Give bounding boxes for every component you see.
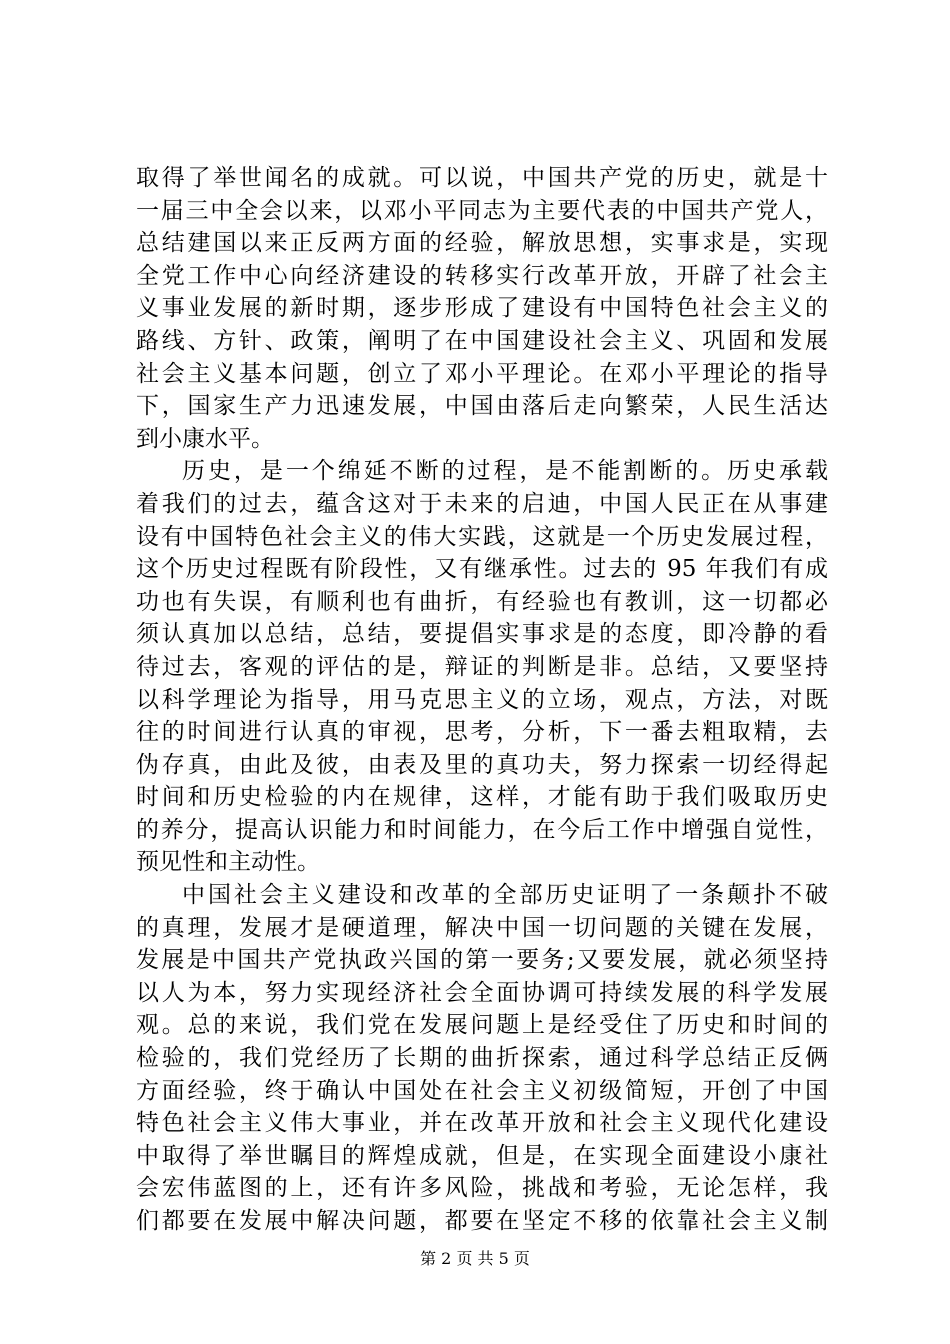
- text-line-8: 下，国家生产力迅速发展，中国由落后走向繁荣，人民生活达: [136, 393, 828, 420]
- text-line-25: 发展是中国共产党执政兴国的第一要务;又要发展，就必须坚持: [136, 947, 828, 974]
- text-line-7: 社会主义基本问题，创立了邓小平理论。在邓小平理论的指导: [136, 360, 828, 387]
- text-line-24: 的真理，发展才是硬道理，解决中国一切问题的关键在发展，: [136, 914, 828, 941]
- text-line-5: 义事业发展的新时期，逐步形成了建设有中国特色社会主义的: [136, 295, 828, 322]
- text-line-19: 伪存真，由此及彼，由表及里的真功夫，努力探索一切经得起: [136, 751, 828, 778]
- text-line-6: 路线、方针、政策，阐明了在中国建设社会主义、巩固和发展: [136, 327, 828, 354]
- text-line-4: 全党工作中心向经济建设的转移实行改革开放，开辟了社会主: [136, 262, 828, 289]
- text-line-31: 中取得了举世瞩目的辉煌成就，但是，在实现全面建设小康社: [136, 1142, 828, 1169]
- text-line-2: 一届三中全会以来，以邓小平同志为主要代表的中国共产党人，: [136, 197, 828, 224]
- text-line-12: 设有中国特色社会主义的伟大实践，这就是一个历史发展过程，: [136, 523, 828, 550]
- text-line-21: 的养分，提高认识能力和时间能力，在今后工作中增强自觉性，: [136, 816, 828, 843]
- text-line-11: 着我们的过去，蕴含这对于未来的启迪，中国人民正在从事建: [136, 490, 828, 517]
- text-line-22: 预见性和主动性。: [136, 849, 320, 876]
- text-line-10: 历史，是一个绵延不断的过程，是不能割断的。历史承载: [182, 458, 828, 485]
- text-line-9: 到小康水平。: [136, 425, 274, 452]
- text-line-23: 中国社会主义建设和改革的全部历史证明了一条颠扑不破: [182, 882, 828, 909]
- text-line-17: 以科学理论为指导，用马克思主义的立场，观点，方法，对既: [136, 686, 828, 713]
- page-footer: 第 2 页 共 5 页: [420, 1249, 530, 1268]
- text-line-32: 会宏伟蓝图的上，还有许多风险，挑战和考验，无论怎样，我: [136, 1175, 828, 1202]
- text-line-14: 功也有失误，有顺利也有曲折，有经验也有教训，这一切都必: [136, 588, 828, 615]
- text-line-28: 检验的，我们党经历了长期的曲折探索，通过科学总结正反俩: [136, 1045, 828, 1072]
- text-line-16: 待过去，客观的评估的是，辩证的判断是非。总结，又要坚持: [136, 653, 828, 680]
- text-line-29: 方面经验，终于确认中国处在社会主义初级简短，开创了中国: [136, 1077, 828, 1104]
- text-line-30: 特色社会主义伟大事业，并在改革开放和社会主义现代化建设: [136, 1110, 828, 1137]
- text-line-15: 须认真加以总结，总结，要提倡实事求是的态度，即冷静的看: [136, 621, 828, 648]
- text-line-1: 取得了举世闻名的成就。可以说，中国共产党的历史，就是十: [136, 165, 828, 191]
- document-body: [136, 162, 828, 1238]
- text-line-26: 以人为本，努力实现经济社会全面协调可持续发展的科学发展: [136, 979, 828, 1006]
- text-line-18: 往的时间进行认真的审视，思考，分析，下一番去粗取精，去: [136, 719, 828, 746]
- text-line-3: 总结建国以来正反两方面的经验，解放思想，实事求是，实现: [136, 230, 828, 257]
- text-line-20: 时间和历史检验的内在规律，这样，才能有助于我们吸取历史: [136, 784, 828, 811]
- text-line-13: 这个历史过程既有阶段性，又有继承性。过去的 95 年我们有成: [136, 556, 828, 583]
- text-line-33: 们都要在发展中解决问题，都要在坚定不移的依靠社会主义制: [136, 1208, 828, 1234]
- text-line-27: 观。总的来说，我们党在发展问题上是经受住了历史和时间的: [136, 1012, 828, 1039]
